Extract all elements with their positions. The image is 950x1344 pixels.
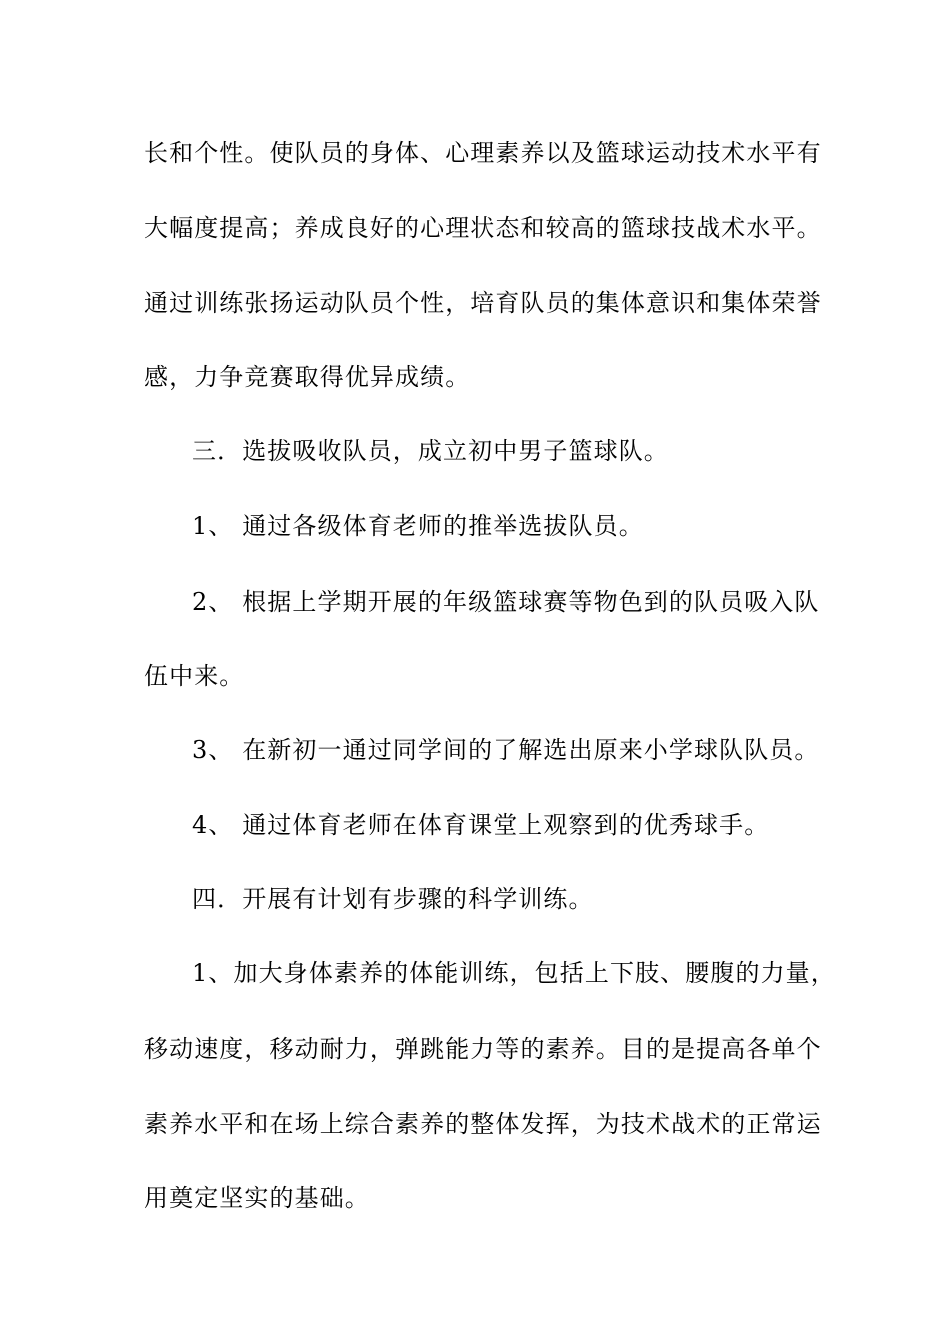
list-item: 4、 通过体育老师在体育课堂上观察到的优秀球手。 (192, 811, 770, 839)
text-line: 长和个性。使队员的身体、心理素养以及篮球运动技术水平有 (144, 139, 822, 167)
text-line: 感，力争竞赛取得优异成绩。 (144, 363, 471, 391)
list-item: 3、 在新初一通过同学间的了解选出原来小学球队队员。 (192, 736, 820, 764)
section-heading: 三．选拔吸收队员，成立初中男子篮球队。 (192, 437, 669, 465)
text-line: 伍中来。 (144, 662, 245, 690)
list-item: 1、 通过各级体育老师的推举选拔队员。 (192, 512, 644, 540)
text-line: 移动速度，移动耐力，弹跳能力等的素养。目的是提高各单个 (144, 1035, 822, 1063)
text-line: 素养水平和在场上综合素养的整体发挥，为技术战术的正常运 (144, 1110, 822, 1138)
section-heading: 四．开展有计划有步骤的科学训练。 (192, 885, 594, 913)
text-line: 通过训练张扬运动队员个性，培育队员的集体意识和集体荣誉 (144, 289, 822, 317)
text-line: 用奠定坚实的基础。 (144, 1184, 370, 1212)
list-item: 1、加大身体素养的体能训练，包括上下肢、腰腹的力量， (192, 959, 836, 987)
list-item: 2、 根据上学期开展的年级篮球赛等物色到的队员吸入队 (192, 588, 820, 616)
text-line: 大幅度提高；养成良好的心理状态和较高的篮球技战术水平。 (144, 214, 822, 242)
